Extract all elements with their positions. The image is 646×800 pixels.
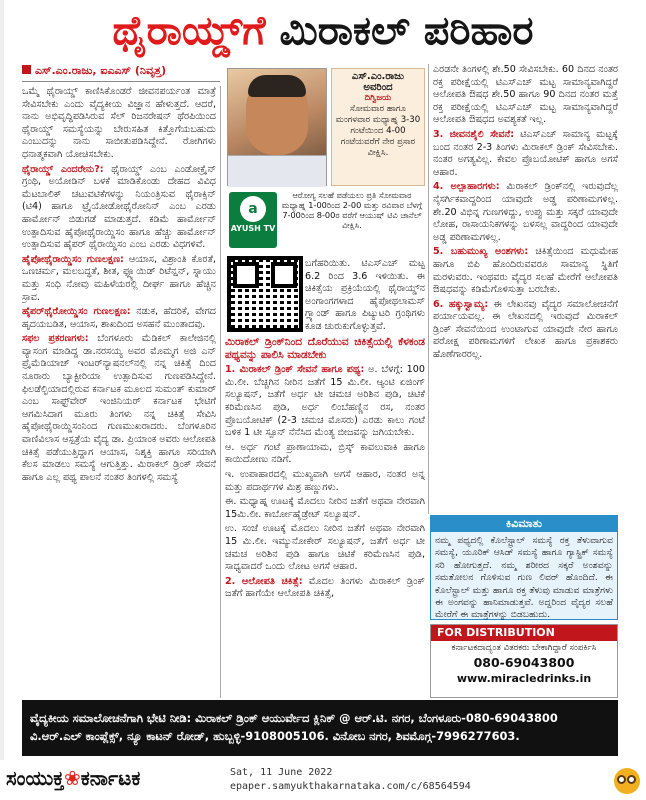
ayush-logo-text: AYUSH TV: [230, 224, 276, 233]
distribution-title: FOR DISTRIBUTION: [431, 625, 617, 641]
page-edge: [0, 0, 4, 760]
regimen-step-u: ಉ. ಸಂಜೆ ಊಟಕ್ಕೆ ಮೊದಲು ನೀರಿನ ಜತೆಗೆ ಅಥವಾ ನೇರವಾಗಿ 15 ಮಿ.ಲೀ. ಇಮ್ಯುನೋಕೇರ್ ಸಲ್ಯೂಷನ್, ಜತೆಗೆ ಅರ್ಧ ಟೀ ಚಮಚ ಅರಿಶಿನ ಪುಡಿ ಹಾಗೂ ಚಿಟಿಕೆ ಕರಿಮೆಣಸಿನ ಪುಡಿ, ಸಾಧ್ಯವಾದರೆ ಒಂದು ಲೋಟ ಅಗಸೆ ಆಹಾರ.: [225, 523, 425, 573]
epaper-url[interactable]: epaper.samyukthakarnataka.com/c/68564594: [230, 781, 471, 792]
section-heading: 4. ಅಲ್ಪಾಹಾರಗಳು:: [433, 181, 500, 193]
author-hair: [248, 75, 306, 97]
section-body: ಆಯಾಸ, ವಿಶ್ರಾಂತಿ ಕೊರತೆ, ಒಣಚರ್ಮ, ಮಲಬದ್ಧತೆ, ಶೀತ, ಫ್ಲ್ಯೂಯಿಡ್ ರಿಟೆನ್ಷನ್, ಸ್ನಾಯು ಮತ್ತು ಸಂಧಿ ನೋವು ಮಹಿಳೆಯರಲ್ಲಿ ದೀರ್ಘ ಹಾಗೂ ಹೆಚ್ಚಿನ ಸ್ರಾವ.: [22, 253, 216, 303]
regimen-subheading: ಮಿರಾಕಲ್ ಡ್ರಿಂಕ್‌ನಿಂದ ದೊರೆಯುವ ಚಿಕಿತ್ಸೆಯಲ್ಲಿ ಕೆಳಕಂಡ ಪಥ್ಯವನ್ನು ಪಾಲಿಸಿ ಮಾಡಬೇಕು: [225, 336, 425, 361]
ayush-tv-logo: [229, 192, 277, 248]
section-key-points: [433, 246, 618, 296]
regimen-step-1: [225, 364, 425, 440]
regimen-step-2: [225, 576, 425, 601]
owl-logo-icon: [614, 768, 640, 794]
section-success-cases: [22, 333, 216, 484]
author-label: ಅವರಿಂದ: [363, 82, 393, 93]
section-heading: ಸಫಲ ಪ್ರಕರಣಗಳು:: [22, 333, 89, 345]
headline-part-2: ಮಿರಾಕಲ್ ಪರಿಹಾರ: [279, 8, 534, 54]
masthead-part-2: ಕರ್ನಾಟಕ: [80, 766, 141, 790]
treatment-result: ಬಗೆಹರಿಯಿತು. ಟಿಎಸ್‌ಎಚ್ ಮಟ್ಟ 6.2 ರಿಂದ 3.6 ಇಳಿಯಿತು. ಈ ಚಿಕಿತ್ಸೆಯ ಪ್ರಕ್ರಿಯೆಯಲ್ಲಿ ಥೈರಾಯ್ಡ್‌ನ ಅಂಗಾಂಗಗಳಾದ ಹೈಪೋಥಲಾಮಸ್ ಗ್ಲ್ಯಾಂಡ್ ಹಾಗೂ ಪಿಟ್ಯುಟರಿ ಗ್ರಂಥಿಗಳು ಕೂಡ ಚುರುಕುಗೊಳ್ಳುತ್ತವೆ.: [305, 258, 425, 332]
article-headline: [4, 2, 642, 60]
section-hypo: [22, 254, 216, 304]
column-2: [225, 258, 425, 698]
newspaper-masthead: [6, 766, 226, 794]
section-side-effects: [433, 181, 618, 244]
allopathy-continued: ಎರಡನೇ ತಿಂಗಳಲ್ಲಿ ಶೇ.50 ಸೇವಿಸಬೇಕು. 60 ದಿನದ ನಂತರ ರಕ್ತ ಪರೀಕ್ಷೆಯಲ್ಲಿ ಟಿಎಸ್‌ಎಚ್ ಮಟ್ಟ ಸಾಮಾನ್ಯವಾಗಿದ್ದರೆ ಆಲೋಪತಿ ಔಷಧ ಶೇ.50 ಹಾಗೂ 90 ದಿನದ ನಂತರ ಮತ್ತೆ ರಕ್ತ ಪರೀಕ್ಷೆಯಲ್ಲಿ ಟಿಎಸ್‌ಎಚ್ ಮಟ್ಟ ಸಾಮಾನ್ಯವಾಗಿದ್ದರೆ ಆಲೋಪತಿ ಔಷಧದ ಅವಶ್ಯಕತೆ ಇಲ್ಲ.: [433, 64, 618, 126]
distribution-phone[interactable]: 080-69043800: [473, 655, 575, 670]
advice-title: ಕಿವಿಮಾತು: [431, 516, 617, 532]
distribution-subtitle: ಕರ್ನಾಟಕದಾದ್ಯಂತ ವಿತರಕರು ಬೇಕಾಗಿದ್ದಾರೆ ಸಂಪರ್ಕಿಸಿ: [451, 643, 597, 653]
column-3: [428, 64, 618, 514]
section-heading: 1. ಮಿರಾಕಲ್ ಡ್ರಿಂಕ್ ಸೇವನೆ ಹಾಗೂ ಪಥ್ಯ:: [225, 364, 365, 376]
byline: [22, 64, 220, 82]
advice-box: [430, 515, 618, 620]
tv-schedule: ಸೋಮವಾರ ಹಾಗೂ ಮಂಗಳವಾರ ಮಧ್ಯಾಹ್ನ 3-30 ಗಂಟೆಯಿಂದ 4-00 ಗಂಟೆಯವರೆಗೆ ನೇರ ಪ್ರಸಾರ ವೀಕ್ಷಿಸಿ.: [335, 104, 421, 158]
author-photo: [227, 68, 327, 186]
regimen-step-a: ಆ. ಅರ್ಧ ಗಂಟೆ ಪ್ರಾಣಾಯಾಮ, ಬ್ರಿಸ್ಕ್ ಕಾವಲುವಾಕಿ ಹಾಗೂ ಕಾಯಿದೋಣು ನಡಿಗೆ.: [225, 441, 425, 466]
section-body: ನಡುಕ, ಹೆದರಿಕೆ, ವೇಗದ ಹೃದಯಬಡಿತ, ಆಯಾಸ, ಶಾಖದಿಂದ ಅಸಹನೆ ಮುಂತಾದವು.: [22, 306, 216, 330]
author-info: [331, 68, 425, 186]
column-1: [22, 86, 221, 698]
section-body: ಅ. ಬೆಳಗ್ಗೆ: 100 ಮಿ.ಲೀ. ಬೆಚ್ಚಗಿನ ನೀರಿನ ಜತೆಗೆ 15 ಮಿ.ಲೀ. ಆ್ಯಂಟಿ ಏಜಿಂಗ್ ಸಲ್ಯೂಷನ್, ಜತೆಗೆ ಅರ್ಧ ಟೀ ಚಮಚ ಅರಿಶಿನ ಪುಡಿ, ಚಿಟಿಕೆ ಕರಿಮೆಣಸಿನ ಪುಡಿ, ಅರ್ಧ ಲಿಂಬೆಹಣ್ಣಿನ ರಸ, ನಂತರ ಪ್ರೊಬಯೋಟಿಕ್ (2-3 ಚಮಚ ಮೊಸರು) ಎರಡು ಕಾಲು ಗಂಟೆ ಬಳಿಕ 1 ಟೀ ಸ್ಪೂನ್ ನೆನೆಸಿದ ಮೆಂತ್ಯ ಬೀಜವನ್ನು ಜಗಿಯಬೇಕು.: [225, 364, 425, 439]
owl-eye-right: [627, 775, 636, 784]
tv-channel-logo: ದಿಗ್ವಿಜಯ: [364, 93, 392, 103]
section-heading: 3. ಜೀವನಶೈಲಿ ಸೇವನೆ:: [433, 128, 515, 140]
footer-line-2: ವಿ.ಆರ್.ಎಲ್ ಕಾಂಪ್ಲೆಕ್ಸ್, ನ್ಯೂ ಕಾಟನ್ ರೋಡ್, ಹುಬ್ಬಳ್ಳಿ-9108005106. ವಿನೋಬ ನಗರ, ಶಿವಮೊಗ್ಗ-7996277603.: [30, 729, 520, 743]
author-shirt: [228, 155, 326, 187]
section-hyper: [22, 306, 216, 331]
masthead-logo-icon: ❀: [63, 766, 81, 790]
regimen-step-ii: ಈ. ಮಧ್ಯಾಹ್ನ ಊಟಕ್ಕೆ ಮೊದಲು ನೀರಿನ ಜತೆಗೆ ಅಥವಾ ನೇರವಾಗಿ 15ಮಿ.ಲೀ. ಕಾರ್ಬೋಹೈಡ್ರೇಟ್ ಸಲ್ಯೂಷನ್.: [225, 496, 425, 520]
byline-text: ಎಸ್.ಎಂ.ರಾಜು, ಐಎಎಸ್ (ನಿವೃತ್ತ): [35, 64, 167, 77]
dateline: [230, 766, 480, 796]
section-body: ಟಿಎಸ್‌ಎಚ್ ಸಾಮಾನ್ಯ ಮಟ್ಟಕ್ಕೆ ಬಂದ ನಂತರ 2-3 ತಿಂಗಳು ಮಿರಾಕಲ್ ಡ್ರಿಂಕ್ ಸೇವಿಸಬೇಕು. ನಂತರ ಅಗತ್ಯವಿಲ್ಲ. ಕೇವಲ ಪ್ರೊಬಯೋಟಿಕ್ ಹಾಗೂ ಅಗಸೆ ಆಹಾರ.: [433, 128, 618, 178]
author-name: ಎಸ್.ಎಂ.ರಾಜು: [351, 71, 405, 82]
section-body: ಮೊದಲ ತಿಂಗಳು ಮಿರಾಕಲ್ ಡ್ರಿಂಕ್ ಜತೆಗೆ ಹಾಗೆಯೇ ಆಲೋಪತಿ ಚಿಕಿತ್ಸೆ,: [225, 575, 425, 600]
section-body: ಮಿರಾಕಲ್ ಡ್ರಿಂಕ್‌ನಲ್ಲಿ ಇರುವುದೆಲ್ಲ ನೈಸರ್ಗಿಕವಾದ್ದರಿಂದ ಯಾವುದೇ ಅಡ್ಡ ಪರಿಣಾಮಗಳಿಲ್ಲ. ಶೇ.20 ವಿಭಿನ್ನ ಗುಣಗಳಿದ್ದು, ಉಪ್ಪು ಮತ್ತು ಸಕ್ಕರೆ ಯಾವುದೇ ಲೋಹ, ರಾಸಾಯನಿಕಗಳನ್ನು ಬಳಸಲ್ಲ ವಾದ್ದರಿಂದ ಯಾವುದೇ ಅಡ್ಡ ಪರಿಣಾಮಗಳಿಲ್ಲ.: [433, 181, 618, 243]
regimen-step-i: ಇ. ಉಪಾಹಾರದಲ್ಲಿ ಮುಖ್ಯವಾಗಿ ಅಗಸೆ ಆಹಾರ, ನಂತರ ಅನ್ನ ಮತ್ತು ಪದಾರ್ಥಗಳ ಮಿಶ್ರ ಹಣ್ಣುಗಳು.: [225, 468, 425, 493]
section-heading: ಹೈಪರ್‌ಥೈರೋಯ್ಡಿಸಂ ಗುಣಲಕ್ಷಣ:: [22, 306, 131, 318]
section-body: ಈ ಲೇಖನವು ವೈದ್ಯರ ಸಮಾಲೋಚನೆಗೆ ಪರ್ಯಾಯವಲ್ಲ. ಈ ಲೇಖನದಲ್ಲಿ ಇರುವುದೆ ಮಿರಾಕಲ್ ಡ್ರಿಂಕ್ ಸೇವನೆಯಿಂದ ಉಂಟಾಗುವ ಯಾವುದೇ ನೇರ ಹಾಗೂ ಪರೋಕ್ಷ ಪರಿಣಾಮಗಳಿಗೆ ಲೇಖಕ ಹಾಗೂ ಪ್ರಕಾಶಕರು ಹೊಣೆಗಾರರಲ್ಲ.: [433, 298, 618, 361]
advice-body: ನಮ್ಮ ಪಥ್ಯದಲ್ಲಿ ಕೊಲೆಸ್ಟ್ರಾಲ್ ಸಮಸ್ಯೆ ರಕ್ತ ತೆಳುವಾಗುವ ಸಮಸ್ಯೆ, ಯೂರಿಕ್ ಆಸಿಡ್ ಸಮಸ್ಯೆ ಹಾಗೂ ಗ್ಯಾಸ್ಟ್ರಿಕ್ ಸಮಸ್ಯೆ ಸರಿ ಹೋಗುತ್ತದೆ. ನಮ್ಮ ಶರೀರದ ಸಕ್ಕರೆ ಅಂಶವನ್ನು ಸಮತೋಲನ ಗೊಳಿಸುವ ಗುಣ ಲಿವರ್ ಹೊಂದಿದೆ. ಈ ಕೊಲೆಸ್ಟ್ರಾಲ್ ಮತ್ತು ಹಾಗೂ ರಕ್ತ ತೆಳುವು ಮಾಡುವ ಮಾತ್ರೆಗಳು ಈ ಅಂಗವನ್ನು ಹಾನಿಮಾಡುತ್ತವೆ. ಅದ್ದರಿಂದ ವೈದ್ಯರ ಸಲಹೆ ಮೇರೆಗೆ ಈ ಮಾತ್ರೆಗಳನ್ನು ಬಿಡಬಹುದು.: [435, 535, 613, 621]
edition-date: Sat, 11 June 2022: [230, 767, 333, 778]
section-disclaimer: [433, 299, 618, 362]
section-thyroid-what: [22, 164, 216, 252]
ayush-tv-schedule: ಆರೋಗ್ಯ ಸಲಹೆ ಪಡೆಯಲು ಪ್ರತಿ ಸೋಮವಾರ ಮಧ್ಯಾಹ್ನ 1-00ರಿಂದ 2-00 ಮತ್ತು ರವಿವಾರ ಬೆಳಗ್ಗೆ 7-00ರಿಂದ 8-00ರ ವರೆಗೆ ಆಯುಷ್ ಟಿವಿ ಚಾನೆಲ್ ವೀಕ್ಷಿಸಿ.: [281, 190, 423, 230]
clinic-address-footer: [22, 700, 618, 756]
footer-line-1: ವೈದ್ಯಕೀಯ ಸಮಾಲೋಚನೆಗಾಗಿ ಭೇಟಿ ನೀಡಿ: ಮಿರಾಕಲ್ ಡ್ರಿಂಕ್ ಆಯುರ್ವೇದ ಕ್ಲಿನಿಕ್ @ ಆರ್.ಟಿ. ನಗರ, ಬೆಂಗಳೂರು-080-69043800: [30, 711, 558, 725]
intro-paragraph: ಒಮ್ಮೆ ಥೈರಾಯ್ಡ್ ಕಾಣಿಸಿಕೊಂಡರೆ ಜೀವನಪರ್ಯಂತ ಮಾತ್ರೆ ಸೇವಿಸಬೇಕು ಎಂದು ವೈದ್ಯಕೀಯ ವಿಜ್ಞಾನ ಹೇಳುತ್ತದೆ. ಆದರೆ, ನಾನು ಅಭಿವೃದ್ಧಿಪಡಿಸಿರುವ ಸೆಲ್ ರಿಜನರೇಷನ್ ಥೆರಪಿಯಿಂದ ಥೈರಾಯ್ಡ್ ಸಮಸ್ಯೆಯನ್ನು ಬೇರುಸಹಿತ ಕಿತ್ತೊಗೆಯಬಹುದು ಎಂಬುದನ್ನು ನಾನು ಸಾಬೀತುಪಡಿಸಿದ್ದೇನೆ. ರೋಗಿಗಳು ಧನಾತ್ಮಕವಾಗಿ ಯೋಚಿಸಬೇಕು.: [22, 86, 216, 160]
section-heading: 2. ಆಲೋಪತಿ ಚಿಕಿತ್ಸೆ:: [225, 575, 303, 587]
distribution-box: [430, 624, 618, 698]
section-heading: 6. ಹಕ್ಕುಸ್ವಾಮ್ಯ:: [433, 298, 489, 310]
section-heading: ಹೈಪೋಥೈರಾಯ್ಡಿಸಂ ಗುಣಲಕ್ಷಣ:: [22, 253, 124, 265]
section-body: ಬೆಂಗಳೂರು ಮೆಡಿಕಲ್ ಕಾಲೇಜಿನಲ್ಲಿ ವ್ಯಾಸಂಗ ಮಾಡಿದ್ದ ಡಾ.ನರಸಯ್ಯ ಅವರ ಮೊಮ್ಮಗ ಅಜಿ ಎನ್ ಪ್ರೈಮೆಡಿಯಾಜ್ ಇಂಟರ್‌ನ್ಯಾಷನಲ್‌ನಲ್ಲಿ ನನ್ನ ಚಿಕಿತ್ಸೆ ದಿಂದ ನೂರಾರು ಬ್ಯಾಕ್ಟೀರಿಯಾ ಉತ್ಪಾದಿಸುವ ಗುಣಪಡಿಸಿದ್ದೇನೆ. ಫಿಲಡೆಲ್ಫಿಯಾದಲ್ಲಿರುವ ಕರ್ನಾಟಕ ಮೂಲದ ಸುಮಂತ್ ಕುಮಾರ್ ಎಂಬ ಸಾಫ್ಟ್‌ವೇರ್ ಇಂಜಿನಿಯರ್ ಕರ್ನಾಟಕ ಭೇಟಿಗೆ ಆಗಮಿಸಿದಾಗ ಮೂರು ತಿಂಗಳು ನನ್ನ ಚಿಕಿತ್ಸೆ ಸೇವಿಸಿ ಹೈಪೋಥೈರಾಯ್ಡಿಸಂನಿಂದ ಗುಣಮುಖರಾದರು. ಬೆಂಗಳೂರಿನ ವಾಣಿವಿಲಾಸ ಆಸ್ಪತ್ರೆಯ ವೈದ್ಯ ಡಾ. ಪ್ರಿಯಾಂಕ ಅವರು ಆಲೋಪತಿ ಚಿಕಿತ್ಸೆ ಪಡೆಯುತ್ತಿದ್ದಾಗ ಆಯಾಸ, ನಿಶ್ಶಕ್ತಿ ಹಾಗೂ ಸರಿಯಾಗಿ ಕೆಲಸ ಮಾಡಲು ಸಮಸ್ಯೆ ಆಗುತ್ತಿತ್ತು. ಮಿರಾಕಲ್ ಡ್ರಿಂಕ್ ಸೇವನೆ ಹಾಗೂ ಎಲ್ಲ ಪಥ್ಯ ಪಾಲನೆ ನಂತರ ತಿಂಗಳಲ್ಲಿ ಸಮಸ್ಯೆ: [22, 333, 216, 483]
author-box: [227, 68, 423, 188]
section-lifestyle: [433, 129, 618, 179]
distribution-website[interactable]: www.miracledrinks.in: [456, 672, 592, 685]
byline-marker-icon: [22, 65, 31, 74]
section-body: ಚಿಕಿತ್ಸೆಯಿಂದ ಮಧುಮೇಹ ಹಾಗೂ ಬಿಪಿ ಹೊಂದಿರುವವರೂ ಸಾಮಾನ್ಯ ಸ್ಥಿತಿಗೆ ಮರಳುವರು. ಇಂಥವರು ವೈದ್ಯರ ಸಲಹೆ ಮೇರೆಗೆ ಆಲೋಪತಿ ಔಷಧವನ್ನು ಕಡಿಮೆಗೊಳಿಸುತ್ತಾ ಬರಬೇಕು.: [433, 246, 618, 296]
headline-part-1: ಥೈರಾಯ್ಡ್‌ಗೆ: [112, 8, 266, 54]
ayush-tv-box: [227, 190, 423, 252]
ayush-logo-icon: a: [240, 196, 266, 222]
section-heading: 5. ಬಹುಮುಖ್ಯ ಅಂಶಗಳು:: [433, 246, 529, 258]
masthead-part-1: ಸಂಯುಕ್ತ: [6, 766, 64, 790]
section-heading: ಥೈರಾಯ್ಡ್ ಎಂದರೇನು?:: [22, 163, 104, 175]
owl-eye-left: [617, 775, 626, 784]
section-body: ಥೈರಾಯ್ಡ್ ಎಂಬ ಎಂಡೋಕ್ರೈನ್ ಗ್ರಂಥಿ, ಅಯೋಡಿನ್ ಬಳಕೆ ಮಾಡಿಕೊಂಡು ದೇಹದ ವಿವಿಧ ಮೆಟಬಾಲಿಕ್ ಚಟುವಟಿಕೆಗಳನ್ನು ನಿಯಂತ್ರಿಸುವ ಥೈರಾಕ್ಸಿನ್ (ಟಿ4) ಹಾಗೂ ಟ್ರೈಯೋಡೋಥೈರೋನಿನ್ ಎಂಬ ಎರಡು ಹಾರ್ಮೋನ್ ಬಿಡುಗಡೆ ಮಾಡುತ್ತದೆ. ಕಡಿಮೆ ಹಾರ್ಮೋನ್ ಉತ್ಪಾದಿಸುವ ಹೈಪೋಥೈರಾಯ್ಡಿಸಂ ಹಾಗೂ ಹೆಚ್ಚು ಹಾರ್ಮೋನ್ ಉತ್ಪಾದಿಸುವ ಹೈಪರ್ ಥೈರಾಯ್ಡಿಸಂ ಎಂಬ ಎರಡು ವಿಧಗಳಿವೆ.: [22, 163, 216, 251]
